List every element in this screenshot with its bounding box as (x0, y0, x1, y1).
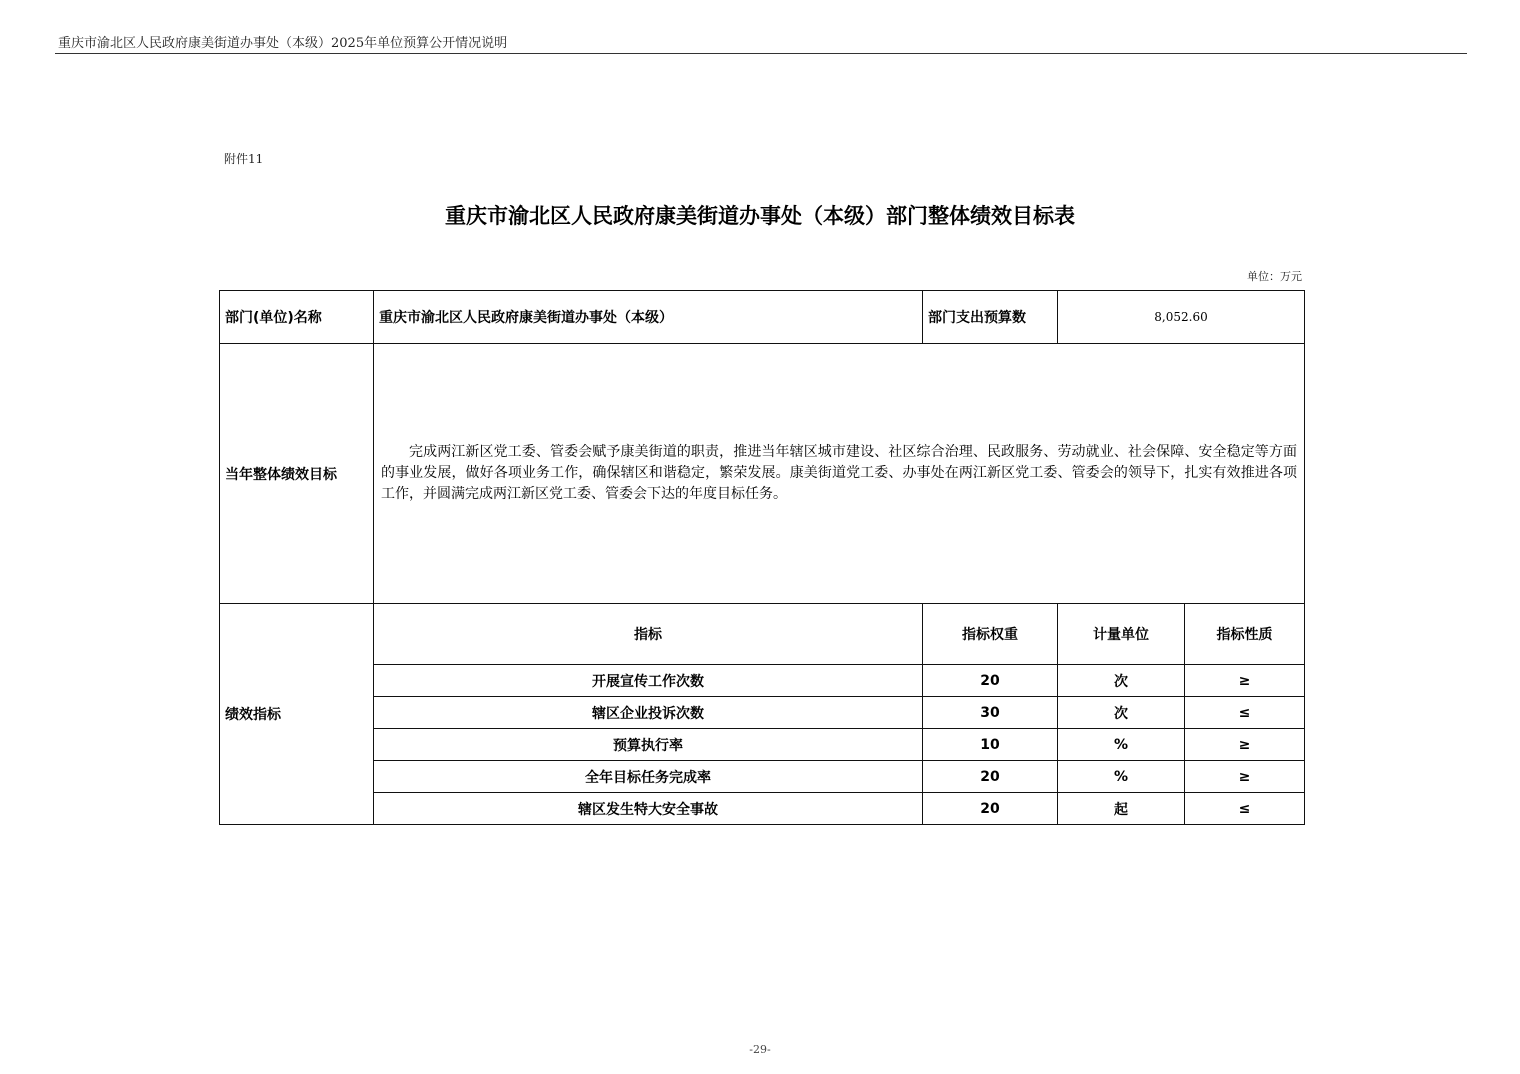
dept-name-label: 部门(单位)名称 (220, 291, 374, 344)
annual-goal-cell (374, 344, 1305, 604)
indicator-name: 开展宣传工作次数 (374, 665, 923, 697)
indicator-name: 全年目标任务完成率 (374, 761, 923, 793)
indicator-nature: ≥ (1185, 665, 1305, 697)
indicator-weight: 20 (923, 793, 1058, 825)
annual-goal-label: 当年整体绩效目标 (220, 344, 374, 604)
indicator-weight: 30 (923, 697, 1058, 729)
indicator-nature: ≥ (1185, 729, 1305, 761)
table-row (220, 697, 1305, 729)
attachment-label: 附件11 (224, 152, 264, 166)
annual-goal-row (220, 344, 1305, 604)
dept-info-row (220, 291, 1305, 344)
column-header-indicator: 指标 (374, 604, 923, 665)
dept-name-value: 重庆市渝北区人民政府康美街道办事处（本级） (374, 291, 923, 344)
indicators-label: 绩效指标 (220, 604, 374, 825)
column-header-nature: 指标性质 (1185, 604, 1305, 665)
column-header-weight: 指标权重 (923, 604, 1058, 665)
column-header-unit: 计量单位 (1058, 604, 1185, 665)
table-row (220, 793, 1305, 825)
unit-note: 单位：万元 (1247, 270, 1302, 283)
indicator-header-row (220, 604, 1305, 665)
running-header: 重庆市渝北区人民政府康美街道办事处（本级）2025年单位预算公开情况说明 (58, 36, 508, 51)
indicator-unit: 次 (1058, 665, 1185, 697)
indicator-unit: 起 (1058, 793, 1185, 825)
indicator-unit: % (1058, 729, 1185, 761)
indicator-weight: 20 (923, 665, 1058, 697)
budget-value: 8,052.60 (1058, 291, 1305, 344)
table-row (220, 729, 1305, 761)
table-row (220, 665, 1305, 697)
indicator-nature: ≤ (1185, 793, 1305, 825)
indicator-unit: % (1058, 761, 1185, 793)
annual-goal-text: 完成两江新区党工委、管委会赋予康美街道的职责，推进当年辖区城市建设、社区综合治理、民政服务、劳动就业、社会保障、安全稳定等方面的事业发展，做好各项业务工作，确保辖区和谐稳定，繁荣发展。康美街道党工委、办事处在两江新区党工委、管委会的领导下，扎实有效推进各项工作，并圆满完成两江新区党工委、管委会下达的年度目标任务。 (381, 444, 1297, 502)
page-number: -29- (749, 1043, 771, 1056)
indicator-unit: 次 (1058, 697, 1185, 729)
indicator-weight: 10 (923, 729, 1058, 761)
indicator-nature: ≥ (1185, 761, 1305, 793)
document-title: 重庆市渝北区人民政府康美街道办事处（本级）部门整体绩效目标表 (445, 204, 1075, 228)
table-row (220, 761, 1305, 793)
header-divider (55, 53, 1467, 54)
indicator-name: 辖区发生特大安全事故 (374, 793, 923, 825)
indicator-weight: 20 (923, 761, 1058, 793)
budget-label: 部门支出预算数 (923, 291, 1058, 344)
performance-target-table (219, 290, 1305, 825)
indicator-nature: ≤ (1185, 697, 1305, 729)
indicator-name: 辖区企业投诉次数 (374, 697, 923, 729)
indicator-name: 预算执行率 (374, 729, 923, 761)
